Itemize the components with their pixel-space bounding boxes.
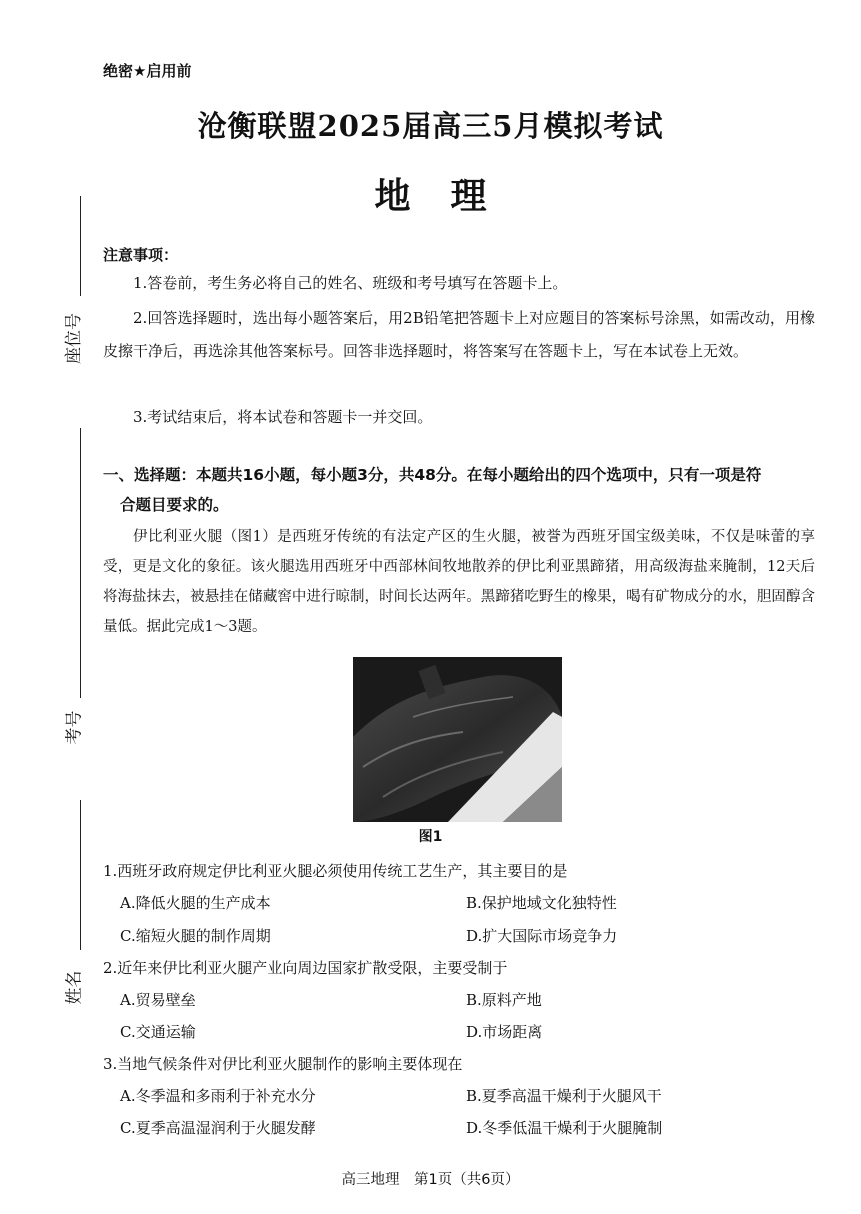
q3-option-a: A.冬季温和多雨利于补充水分 <box>120 1087 316 1105</box>
figure-caption: 图1 <box>418 829 443 845</box>
notice-heading: 注意事项： <box>103 246 179 264</box>
q3-option-b: B.夏季高温干燥利于火腿风干 <box>466 1087 662 1105</box>
notice-item-1: 1.答卷前，考生务必将自己的姓名、班级和考号填写在答题卡上。 <box>133 274 568 292</box>
name-label: 姓名 <box>64 970 85 1005</box>
q1-option-c: C.缩短火腿的制作周期 <box>120 927 271 945</box>
q1-option-b: B.保护地域文化独特性 <box>466 894 617 912</box>
secret-mark: 绝密★启用前 <box>103 62 192 80</box>
page-footer: 高三地理 第1页（共6页） <box>341 1172 520 1188</box>
question-2-stem: 2.近年来伊比利亚火腿产业向周边国家扩散受限，主要受制于 <box>103 959 508 977</box>
q3-option-c: C.夏季高温湿润利于火腿发酵 <box>120 1119 316 1137</box>
section-heading-line1: 一、选择题：本题共16小题，每小题3分，共48分。在每小题给出的四个选项中，只有一项是符 <box>103 466 762 484</box>
q2-option-c: C.交通运输 <box>120 1023 196 1041</box>
subject-title: 地理 <box>374 175 527 217</box>
q2-option-d: D.市场距离 <box>466 1023 543 1041</box>
q1-option-a: A.降低火腿的生产成本 <box>120 894 271 912</box>
q2-option-a: A.贸易壁垒 <box>120 991 196 1009</box>
reading-passage: 伊比利亚火腿（图1）是西班牙传统的有法定产区的生火腿，被誉为西班牙国宝级美味，不仅是味蕾的享受，更是文化的象征。该火腿选用西班牙中西部林间牧地散养的伊比利亚黑蹄猪，用高级海盐来腌制，12天后将海盐抹去，被悬挂在储藏窖中进行晾制，时间长达两年。黑蹄猪吃野生的橡果，喝有矿物成分的水，胆固醇含量低。据此完成1～3题。 <box>103 529 815 635</box>
section-heading-line2: 合题目要求的。 <box>120 496 229 514</box>
exam-number-label: 考号 <box>64 710 85 745</box>
question-1-stem: 1.西班牙政府规定伊比利亚火腿必须使用传统工艺生产，其主要目的是 <box>103 862 568 880</box>
notice-item-2: 2.回答选择题时，选出每小题答案后，用2B铅笔把答题卡上对应题目的答案标号涂黑，如需改动，用橡皮擦干净后，再选涂其他答案标号。回答非选择题时，将答案写在答题卡上，写在本试卷上无效。 <box>103 309 815 360</box>
section-heading <box>103 460 815 520</box>
name-line <box>80 800 81 950</box>
question-3-stem: 3.当地气候条件对伊比利亚火腿制作的影响主要体现在 <box>103 1055 463 1073</box>
ham-photo <box>353 657 562 822</box>
exam-number-line <box>80 428 81 698</box>
q2-option-b: B.原料产地 <box>466 991 542 1009</box>
notice-item-3: 3.考试结束后，将本试卷和答题卡一并交回。 <box>133 408 433 426</box>
seat-number-label: 座位号 <box>64 313 84 364</box>
q1-option-d: D.扩大国际市场竞争力 <box>466 927 618 945</box>
q3-option-d: D.冬季低温干燥利于火腿腌制 <box>466 1119 663 1137</box>
exam-title: 沧衡联盟2025届高三5月模拟考试 <box>197 109 664 143</box>
